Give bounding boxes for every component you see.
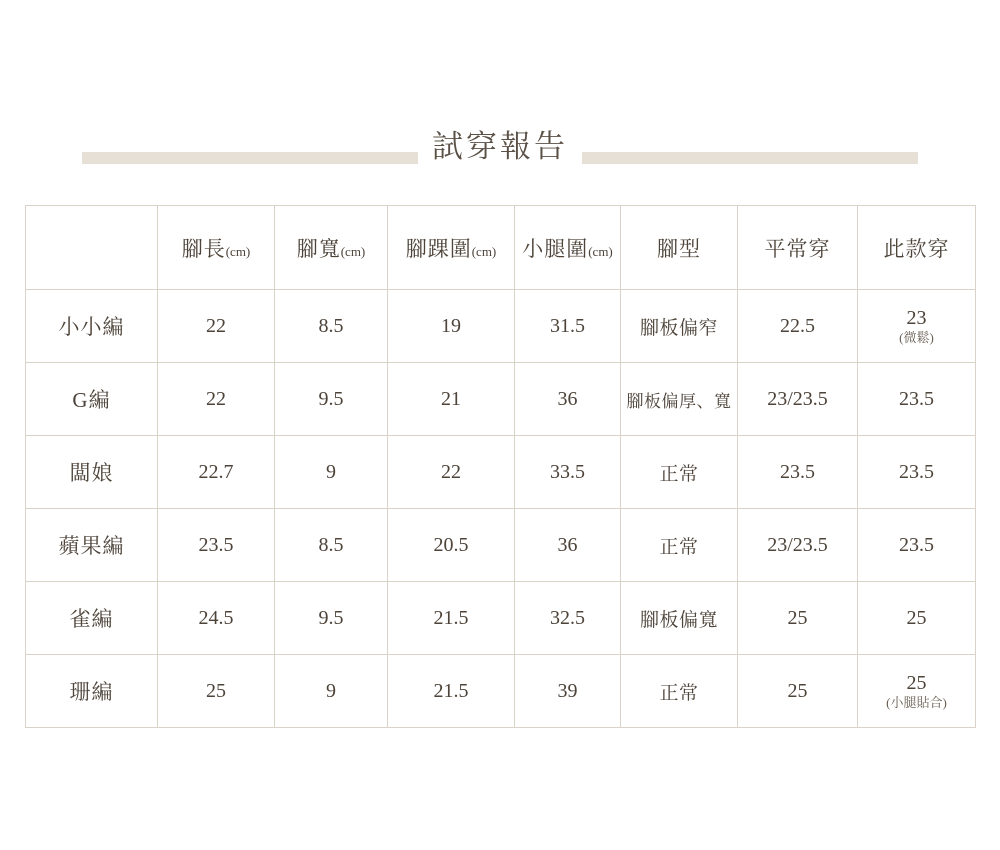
table-body: [26, 290, 976, 728]
header-label-foot-length: 腳長: [181, 236, 226, 261]
cell-foot-width: 9.5: [275, 363, 388, 436]
cell-foot-width: 8.5: [275, 509, 388, 582]
cell-calf: 36: [515, 363, 621, 436]
report-table-wrap: [25, 205, 975, 728]
cell-calf: 39: [515, 655, 621, 728]
cell-foot-type: 正常: [621, 655, 738, 728]
cell-foot-length: 24.5: [158, 582, 275, 655]
cell-usual-size: 25: [738, 655, 858, 728]
cell-usual-size: 25: [738, 582, 858, 655]
title-block: [0, 125, 1000, 185]
table-header: [26, 206, 976, 290]
cell-foot-length: 25: [158, 655, 275, 728]
cell-foot-type: 正常: [621, 436, 738, 509]
header-label-calf: 小腿圍: [522, 236, 589, 261]
cell-this-size: [858, 582, 976, 655]
cell-calf: 32.5: [515, 582, 621, 655]
header-label-ankle: 腳踝圍: [405, 236, 472, 261]
page-title: [0, 125, 1000, 169]
cell-this-size-value: 23.5: [899, 534, 934, 556]
cell-foot-width: 9: [275, 436, 388, 509]
table-row: [26, 509, 976, 582]
cell-this-size-note: (小腿貼合): [886, 694, 947, 710]
cell-this-size-value: 25: [906, 607, 927, 629]
cell-foot-length: 23.5: [158, 509, 275, 582]
cell-this-size-note: (微鬆): [899, 329, 934, 345]
cell-this-size-value: 23.5: [899, 388, 934, 410]
cell-ankle: 19: [388, 290, 515, 363]
cell-foot-length: 22.7: [158, 436, 275, 509]
cell-this-size: [858, 655, 976, 728]
cell-this-size: [858, 509, 976, 582]
header-cell-foot-width: [275, 206, 388, 290]
cell-ankle: 21.5: [388, 655, 515, 728]
header-label-foot-width: 腳寬: [296, 236, 341, 261]
header-cell-foot-length: [158, 206, 275, 290]
cell-calf: 36: [515, 509, 621, 582]
header-cell-person: [26, 206, 158, 290]
header-unit-foot-width: (cm): [340, 243, 366, 259]
cell-ankle: 21: [388, 363, 515, 436]
cell-this-size-value: 23: [906, 306, 927, 329]
header-label-this-size: 此款穿: [883, 236, 950, 261]
cell-ankle: 22: [388, 436, 515, 509]
table-header-row: [26, 206, 976, 290]
table-row: [26, 290, 976, 363]
cell-foot-type: 腳板偏寬: [621, 582, 738, 655]
table-row: [26, 582, 976, 655]
page-title-text: 試穿報告: [418, 129, 582, 164]
table-row: [26, 436, 976, 509]
cell-person-name: 蘋果編: [26, 509, 158, 582]
cell-foot-type: 腳板偏窄: [621, 290, 738, 363]
cell-usual-size: 23/23.5: [738, 363, 858, 436]
cell-person-name: 珊編: [26, 655, 158, 728]
cell-calf: 33.5: [515, 436, 621, 509]
cell-foot-width: 8.5: [275, 290, 388, 363]
cell-usual-size: 23/23.5: [738, 509, 858, 582]
cell-ankle: 21.5: [388, 582, 515, 655]
header-unit-calf: (cm): [588, 243, 613, 259]
header-cell-this-size: [858, 206, 976, 290]
cell-foot-length: 22: [158, 363, 275, 436]
try-on-report-table: [25, 205, 976, 728]
header-label-usual-size: 平常穿: [764, 236, 831, 261]
cell-person-name: G編: [26, 363, 158, 436]
cell-foot-width: 9: [275, 655, 388, 728]
cell-this-size: [858, 290, 976, 363]
cell-this-size: [858, 436, 976, 509]
cell-person-name: 小小編: [26, 290, 158, 363]
cell-calf: 31.5: [515, 290, 621, 363]
cell-foot-length: 22: [158, 290, 275, 363]
cell-foot-width: 9.5: [275, 582, 388, 655]
header-unit-foot-length: (cm): [225, 243, 251, 259]
cell-person-name: 闆娘: [26, 436, 158, 509]
cell-foot-type: 腳板偏厚、寬: [621, 363, 738, 436]
table-row: [26, 655, 976, 728]
header-unit-ankle: (cm): [471, 243, 497, 259]
cell-this-size: [858, 363, 976, 436]
header-cell-usual-size: [738, 206, 858, 290]
cell-usual-size: 22.5: [738, 290, 858, 363]
cell-ankle: 20.5: [388, 509, 515, 582]
cell-this-size-value: 23.5: [899, 461, 934, 483]
cell-foot-type: 正常: [621, 509, 738, 582]
cell-this-size-value: 25: [906, 671, 927, 694]
table-row: [26, 363, 976, 436]
header-cell-foot-type: [621, 206, 738, 290]
cell-person-name: 雀編: [26, 582, 158, 655]
header-label-foot-type: 腳型: [657, 236, 701, 261]
header-cell-ankle: [388, 206, 515, 290]
header-cell-calf: [515, 206, 621, 290]
cell-usual-size: 23.5: [738, 436, 858, 509]
